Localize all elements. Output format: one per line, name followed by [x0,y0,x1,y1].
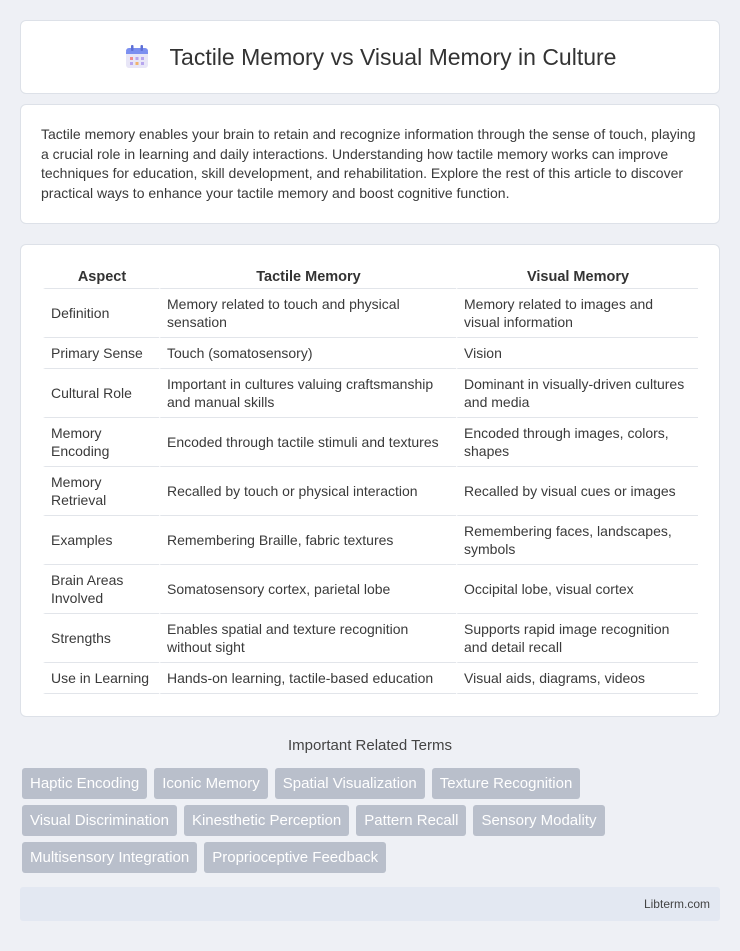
column-header-aspect: Aspect [43,263,159,289]
aspect-cell: Definition [43,289,159,338]
tactile-cell: Enables spatial and texture recognition without sight [159,614,456,663]
visual-cell: Dominant in visually-driven cultures and media [456,369,698,418]
footer-site-link[interactable]: Libterm.com [643,897,710,911]
table-row [43,565,698,614]
visual-cell: Vision [456,338,698,369]
table-row [43,418,698,467]
tactile-cell: Remembering Braille, fabric textures [159,516,456,565]
visual-cell: Remembering faces, landscapes, symbols [456,516,698,565]
tactile-cell: Touch (somatosensory) [159,338,456,369]
table-row [43,338,698,369]
tactile-cell: Recalled by touch or physical interaction [159,467,456,516]
related-term-tag[interactable]: Kinesthetic Perception [184,805,349,836]
intro-text: Tactile memory enables your brain to retain and recognize information through the sense of touch, playing a crucial role in learning and daily interactions. Understanding how tactile memory works can improve techniques for education, skill development, and rehabilitation. Explore the rest of this article to discover practical ways to enhance your tactile memory and boost cognitive function. [41,126,696,201]
visual-cell: Encoded through images, colors, shapes [456,418,698,467]
tactile-cell: Memory related to touch and physical sensation [159,289,456,338]
visual-cell: Memory related to images and visual information [456,289,698,338]
related-term-tag[interactable]: Iconic Memory [154,768,268,799]
page-title: Tactile Memory vs Visual Memory in Culture [169,43,617,70]
aspect-cell: Brain Areas Involved [43,565,159,614]
tactile-cell: Encoded through tactile stimuli and textures [159,418,456,467]
related-term-tag[interactable]: Proprioceptive Feedback [204,842,386,873]
column-header-tactile: Tactile Memory [159,263,456,289]
table-row [43,369,698,418]
tactile-cell: Important in cultures valuing craftsmanship and manual skills [159,369,456,418]
tactile-cell: Somatosensory cortex, parietal lobe [159,565,456,614]
related-term-tag[interactable]: Spatial Visualization [275,768,425,799]
table-row [43,516,698,565]
related-terms-title: Important Related Terms [288,737,452,754]
related-term-tag[interactable]: Sensory Modality [473,805,604,836]
related-term-tag[interactable]: Pattern Recall [356,805,466,836]
visual-cell: Supports rapid image recognition and detail recall [456,614,698,663]
intro-card [20,104,720,224]
visual-cell: Occipital lobe, visual cortex [456,565,698,614]
table-row [43,467,698,516]
visual-cell: Visual aids, diagrams, videos [456,663,698,694]
comparison-table [43,263,698,694]
related-term-tag[interactable]: Texture Recognition [432,768,581,799]
aspect-cell: Examples [43,516,159,565]
column-header-visual: Visual Memory [456,263,698,289]
aspect-cell: Memory Encoding [43,418,159,467]
related-term-tag[interactable]: Multisensory Integration [22,842,197,873]
footer [20,887,720,921]
related-term-tag[interactable]: Visual Discrimination [22,805,177,836]
aspect-cell: Cultural Role [43,369,159,418]
calendar-icon [124,44,150,70]
table-row [43,289,698,338]
aspect-cell: Strengths [43,614,159,663]
header-card [20,20,720,94]
aspect-cell: Memory Retrieval [43,467,159,516]
table-row [43,663,698,694]
related-term-tag[interactable]: Haptic Encoding [22,768,147,799]
aspect-cell: Primary Sense [43,338,159,369]
comparison-table-card [20,244,720,717]
tactile-cell: Hands-on learning, tactile-based education [159,663,456,694]
visual-cell: Recalled by visual cues or images [456,467,698,516]
table-row [43,614,698,663]
aspect-cell: Use in Learning [43,663,159,694]
related-terms-list [22,768,722,879]
